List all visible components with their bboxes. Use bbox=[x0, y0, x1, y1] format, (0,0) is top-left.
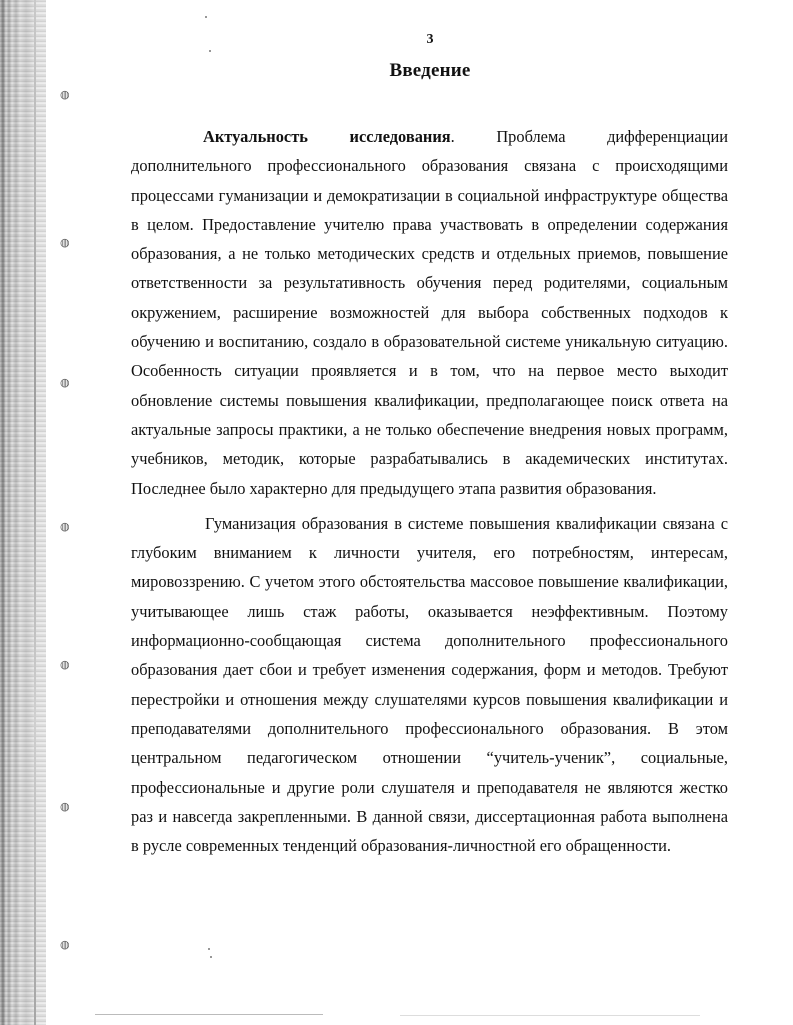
binding-hole-icon: ◍ bbox=[60, 88, 70, 101]
binding-hole-icon: ◍ bbox=[60, 376, 70, 389]
scan-speck bbox=[205, 16, 207, 18]
paragraph-lead-in: Актуальность исследования bbox=[203, 127, 451, 146]
paragraph-text: . Проблема дифференциации дополнительного профессионального образования связана с происходящими процессами гуманизации и демократизации в социальной инфраструктуре общества в целом. Предоставление учителю права участвовать в определении содержания образования, а не только методических средств и отдельных приемов, повышение ответственности за результативность обучения перед родителями, социальным окружением, расширение возможностей для выбора собственных подходов к обучению и воспитанию, создало в образовательной системе уникальную ситуацию. Особенность ситуации проявляется и в том, что на первое место выходит обновление системы повышения квалификации, предполагающее поиск ответа на актуальные запросы практики, а не только обеспечение внедрения новых программ, учебников, методик, которые разрабатывались в академических институтах. Последнее было характерно для предыдущего этапа развития образования. bbox=[131, 127, 728, 498]
binding-hole-icon: ◍ bbox=[60, 938, 70, 951]
scan-bottom-line bbox=[95, 1014, 323, 1015]
binding-hole-icon: ◍ bbox=[60, 658, 70, 671]
scan-binding-edge bbox=[0, 0, 46, 1025]
scan-speck bbox=[209, 50, 211, 52]
document-body bbox=[131, 122, 728, 860]
page-title: Введение bbox=[389, 60, 471, 81]
paragraph-humanization: Гуманизация образования в системе повышения квалификации связана с глубоким вниманием к личности учителя, его потребностям, интересам, мировоззрению. С учетом этого обстоятельства массовое повышение квалификации, учитывающее лишь стаж работы, оказывается неэффективным. Поэтому информационно-сообщающая система дополнительного профессионального образования дает сбои и требует изменения содержания, форм и методов. Требуют перестройки и отношения между слушателями курсов повышения квалификации и преподавателями дополнительного профессионального образования. В этом центральном педагогическом отношении “учитель-ученик”, социальные, профессиональные и другие роли слушателя и преподавателя не являются жестко раз и навсегда закрепленными. В данной связи, диссертационная работа выполнена в русле современных тенденций образования-личностной его обращенности. bbox=[131, 513, 728, 856]
scan-speck bbox=[210, 956, 212, 958]
page-number: 3 bbox=[426, 32, 434, 47]
scan-speck bbox=[208, 948, 210, 950]
scan-bottom-line bbox=[400, 1015, 700, 1016]
paragraph-relevance bbox=[131, 122, 728, 503]
binding-hole-icon: ◍ bbox=[60, 520, 70, 533]
binding-hole-icon: ◍ bbox=[60, 236, 70, 249]
binding-hole-icon: ◍ bbox=[60, 800, 70, 813]
